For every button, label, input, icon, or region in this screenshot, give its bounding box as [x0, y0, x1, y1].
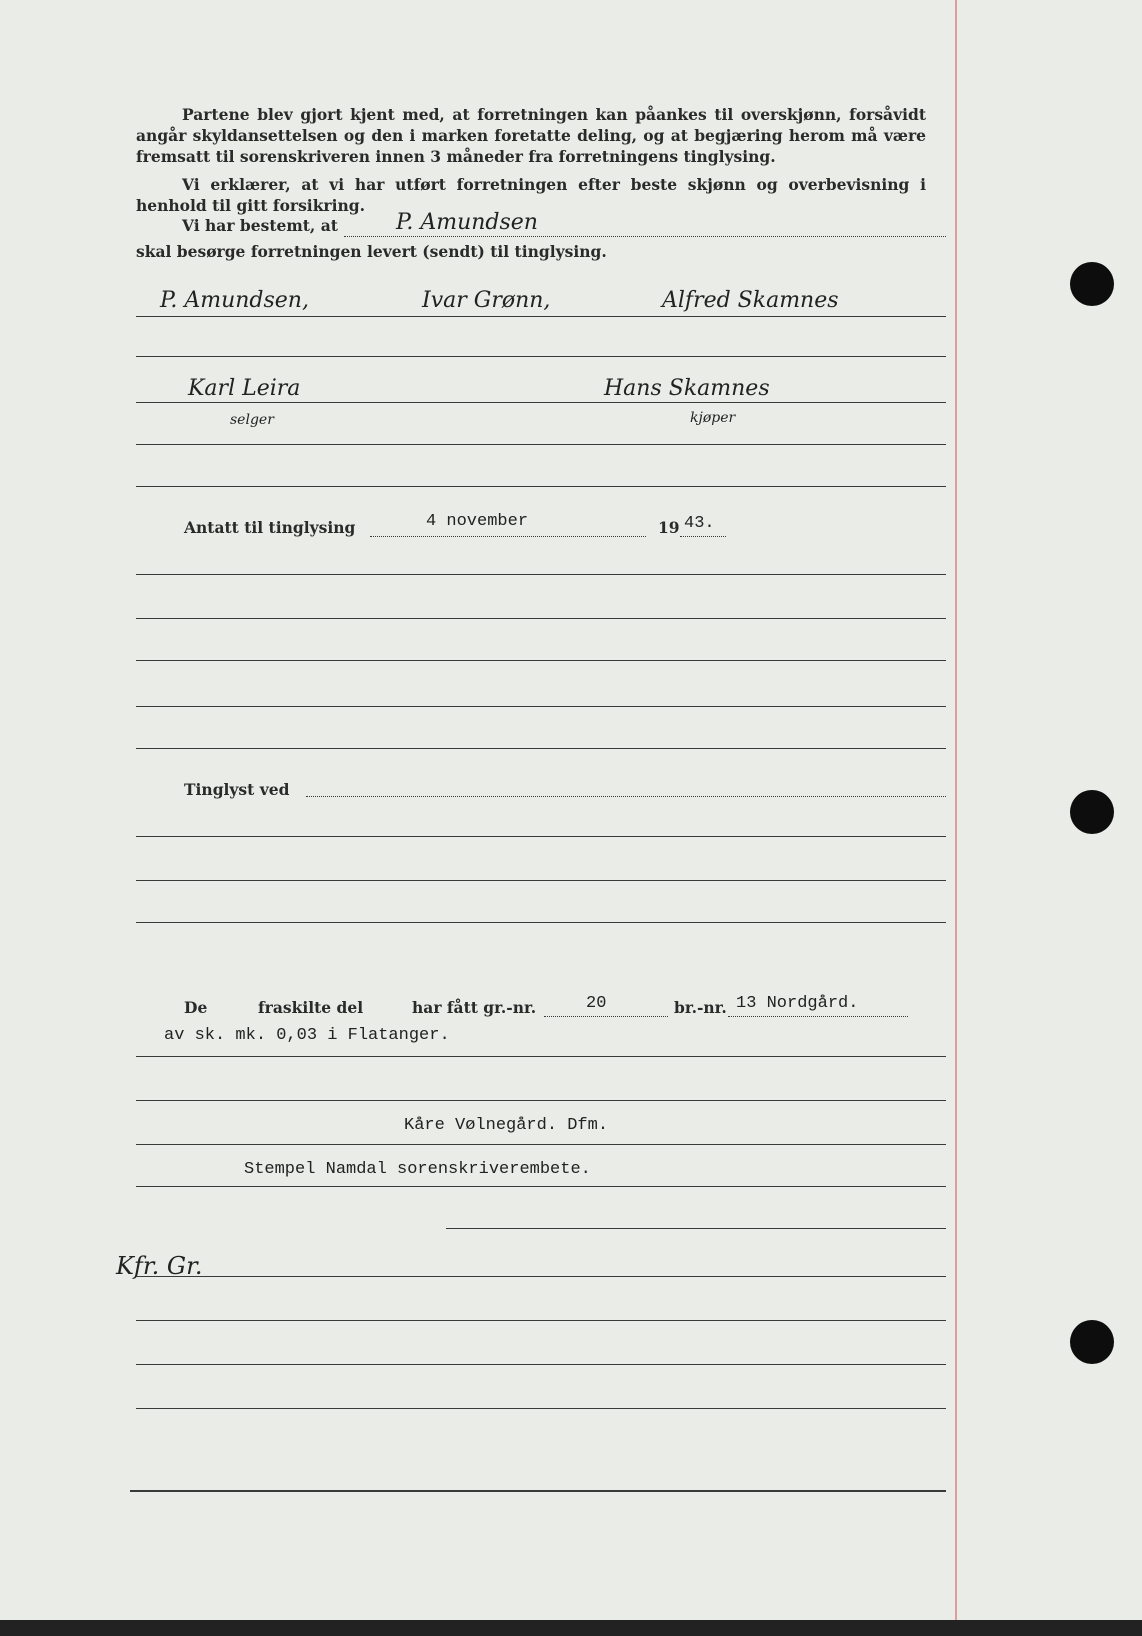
rule-line: [136, 660, 946, 661]
gr-nr-line: [544, 1016, 668, 1017]
besorge-text: skal besørge forretningen levert (sendt) til tinglysing.: [136, 242, 607, 261]
tinglyst-label: Tinglyst ved: [184, 780, 290, 799]
bestemt-signature: P. Amundsen: [396, 210, 538, 235]
tinglyst-line: [306, 796, 946, 797]
bestemt-line: [344, 236, 946, 237]
gr-nr-value: 20: [586, 994, 607, 1013]
antatt-year-line: [680, 536, 726, 537]
antatt-year: 43.: [684, 514, 715, 533]
buyer-signature: Hans Skamnes: [604, 376, 770, 401]
rule-line: [136, 1144, 946, 1145]
br-nr-value: 13 Nordgård.: [736, 994, 859, 1013]
buyer-role: kjøper: [690, 410, 736, 426]
br-nr-label: br.-nr.: [674, 998, 727, 1017]
bestemt-label: Vi har bestemt, at: [182, 216, 338, 235]
rule-line: [136, 1408, 946, 1409]
antatt-label: Antatt til tinglysing: [184, 518, 356, 537]
signature-gronn: Ivar Grønn,: [422, 288, 551, 313]
rule-line: [136, 1100, 946, 1101]
rule-line: [136, 748, 946, 749]
seller-signature: Karl Leira: [188, 376, 301, 401]
rule-line: [136, 356, 946, 357]
antatt-date-line: [370, 536, 646, 537]
signature-skamnes-alfred: Alfred Skamnes: [662, 288, 839, 313]
appeal-paragraph: Partene blev gjort kjent med, at forretningen kan påankes til overskjønn, forsåvidt angår skyldansettelsen og den i marken foretatte deling, og at begjæring herom må være fremsatt til sorenskriveren innen 3 måneder fra forretningens tinglysing.: [136, 105, 926, 166]
punch-hole: [1070, 262, 1114, 306]
rule-line: [136, 574, 946, 575]
scan-edge: [0, 1620, 1142, 1636]
de-label: De: [184, 998, 208, 1017]
seller-role: selger: [230, 412, 274, 428]
officer-line: Kåre Vølnegård. Dfm.: [404, 1116, 609, 1135]
br-nr-line: [728, 1016, 908, 1017]
rule-line: [136, 1276, 946, 1277]
area-line: av sk. mk. 0,03 i Flatanger.: [164, 1026, 450, 1045]
rule-line: [136, 486, 946, 487]
bottom-rule: [130, 1490, 946, 1492]
signature-amundsen: P. Amundsen,: [160, 288, 309, 313]
rule-line: [136, 1186, 946, 1187]
initials-signature: Kfr. Gr.: [116, 1252, 203, 1280]
antatt-year-prefix: 19: [658, 518, 680, 537]
rule-line: [136, 316, 946, 317]
punch-hole: [1070, 790, 1114, 834]
punch-hole: [1070, 1320, 1114, 1364]
margin-rule: [955, 0, 957, 1636]
rule-line: [136, 444, 946, 445]
declaration-paragraph: Vi erklærer, at vi har utført forretningen efter beste skjønn og overbevisning i henhold til gitt forsikring.: [136, 175, 926, 215]
rule-line: [136, 706, 946, 707]
rule-line: [136, 1320, 946, 1321]
fraskilte-label: fraskilte del: [258, 998, 364, 1017]
rule-line: [136, 880, 946, 881]
antatt-date: 4 november: [426, 512, 529, 531]
rule-line: [446, 1228, 946, 1229]
rule-line: [136, 402, 946, 403]
rule-line: [136, 922, 946, 923]
rule-line: [136, 1364, 946, 1365]
rule-line: [136, 618, 946, 619]
stamp-line: Stempel Namdal sorenskriverembete.: [244, 1160, 591, 1179]
har-fatt-label: har fått gr.-nr.: [412, 998, 537, 1017]
rule-line: [136, 836, 946, 837]
rule-line: [136, 1056, 946, 1057]
